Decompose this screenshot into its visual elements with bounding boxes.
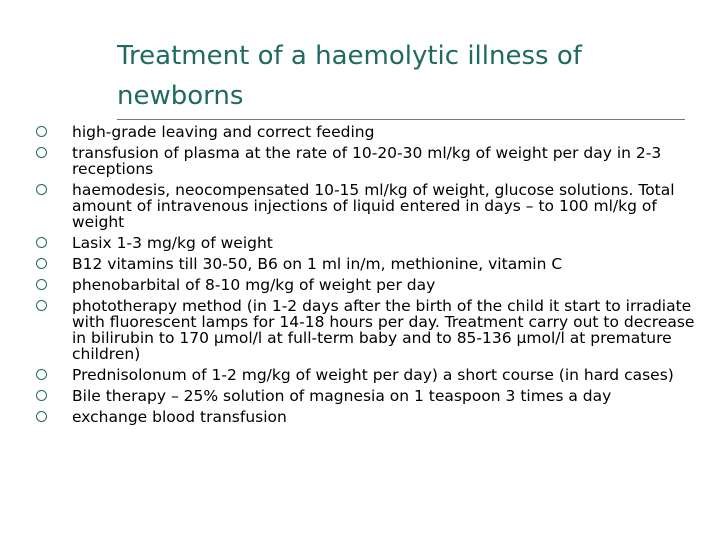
bullet-text: Prednisolonum of 1-2 mg/kg of weight per day) a short course (in hard cases) bbox=[72, 366, 674, 384]
bullet-text: phototherapy method (in 1-2 days after the birth of the child it start to irradiate with fluorescent lamps for 14-18 hours per day. Treatment carry out to decrease in bilirubin to 170 μmol/l at full-term baby and to 85-136 μmol/l at premature children) bbox=[72, 297, 695, 363]
hollow-circle-bullet-icon bbox=[36, 258, 47, 269]
bullet-text: B12 vitamins till 30-50, B6 on 1 ml in/m, methionine, vitamin C bbox=[72, 255, 563, 273]
list-item bbox=[36, 124, 696, 140]
list-item bbox=[36, 388, 696, 404]
list-item bbox=[36, 182, 696, 230]
bullet-text: Lasix 1-3 mg/kg of weight bbox=[72, 234, 273, 252]
title-divider bbox=[117, 119, 685, 120]
bullet-text: high-grade leaving and correct feeding bbox=[72, 123, 375, 141]
list-item bbox=[36, 298, 696, 362]
hollow-circle-bullet-icon bbox=[36, 237, 47, 248]
hollow-circle-bullet-icon bbox=[36, 184, 47, 195]
bullet-text: haemodesis, neocompensated 10-15 ml/kg of weight, glucose solutions. Total amount of intravenous injections of liquid entered in days – to 100 ml/kg of weight bbox=[72, 181, 675, 231]
hollow-circle-bullet-icon bbox=[36, 390, 47, 401]
hollow-circle-bullet-icon bbox=[36, 279, 47, 290]
slide-title: Treatment of a haemolytic illness of newborns bbox=[117, 41, 582, 111]
list-item bbox=[36, 235, 696, 251]
list-item bbox=[36, 367, 696, 383]
list-item bbox=[36, 256, 696, 272]
bullet-list bbox=[36, 124, 696, 430]
list-item bbox=[36, 277, 696, 293]
hollow-circle-bullet-icon bbox=[36, 126, 47, 137]
hollow-circle-bullet-icon bbox=[36, 147, 47, 158]
hollow-circle-bullet-icon bbox=[36, 411, 47, 422]
bullet-text: transfusion of plasma at the rate of 10-20-30 ml/kg of weight per day in 2-3 receptions bbox=[72, 144, 662, 178]
bullet-text: phenobarbital of 8-10 mg/kg of weight per day bbox=[72, 276, 436, 294]
list-item bbox=[36, 145, 696, 177]
hollow-circle-bullet-icon bbox=[36, 369, 47, 380]
hollow-circle-bullet-icon bbox=[36, 300, 47, 311]
bullet-text: Bile therapy – 25% solution of magnesia on 1 teaspoon 3 times a day bbox=[72, 387, 612, 405]
list-item bbox=[36, 409, 696, 425]
bullet-text: exchange blood transfusion bbox=[72, 408, 287, 426]
